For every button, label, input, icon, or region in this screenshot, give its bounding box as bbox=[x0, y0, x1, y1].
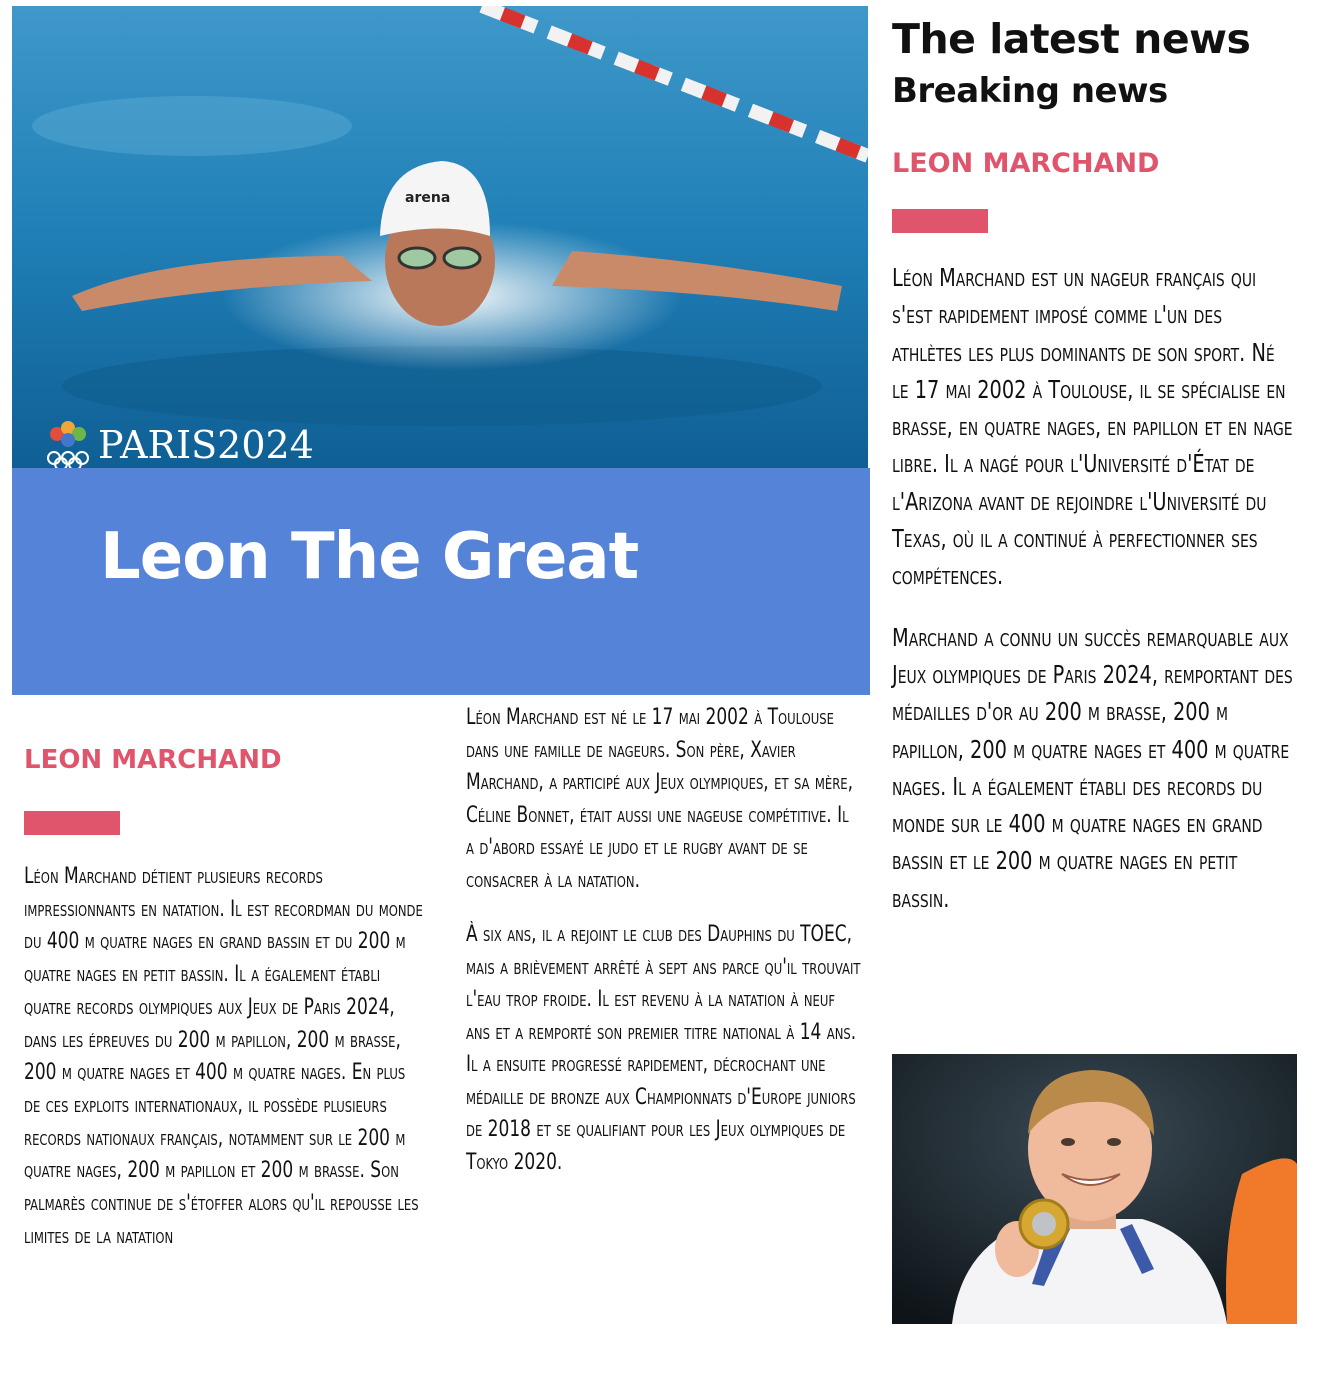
paris2024-logo-text: PARIS2024 bbox=[98, 423, 314, 467]
middle-column bbox=[466, 702, 861, 1179]
page-title: Leon The Great bbox=[100, 520, 639, 594]
left-column bbox=[24, 745, 424, 1253]
cap-text: arena bbox=[405, 190, 451, 206]
article-paragraph: Léon Marchand est un nageur français qui s'est rapidement imposé comme l'un des athlètes les plus dominants de son sport. Né le 17 mai 2002 à Toulouse, il se spécialise en brasse, en quatre nages, en papillon et en nage libre. Il a nagé pour l'Université d'État de l'Arizona avant de rejoindre l'Université du Texas, où il a continué à perfectionner ses compétences. bbox=[892, 263, 1293, 591]
news-heading: The latest news bbox=[892, 15, 1251, 63]
accent-bar bbox=[892, 209, 988, 233]
title-banner bbox=[12, 468, 870, 695]
article-paragraph: Léon Marchand est né le 17 mai 2002 à Toulouse dans une famille de nageurs. Son père, Xavier Marchand, a participé aux Jeux olympiques, et sa mère, Céline Bonnet, était aussi une nageuse compétitive. Il a d'abord essayé le judo et le rugby avant de se consacrer à la natation. bbox=[466, 705, 854, 893]
news-subheading: Breaking news bbox=[892, 71, 1168, 111]
hero-photo bbox=[12, 6, 868, 468]
section-label: LEON MARCHAND bbox=[24, 745, 282, 775]
news-sidebar bbox=[892, 14, 1297, 917]
article-paragraph: Léon Marchand détient plusieurs records impressionnants en natation. Il est recordman du monde du 400 m quatre nages en grand bassin et du 200 m quatre nages en petit bassin. Il a également établi quatre records olympiques aux Jeux de Paris 2024, dans les épreuves du 200 m papillon, 200 m brasse, 200 m quatre nages et 400 m quatre nages. En plus de ces exploits internationaux, il possède plusieurs records nationaux français, notamment sur le 200 m quatre nages, 200 m papillon et 200 m brasse. Son palmarès continue de s'étoffer alors qu'il repousse les limites de la natation bbox=[24, 864, 423, 1249]
section-label: LEON MARCHAND bbox=[892, 148, 1160, 179]
article-paragraph: À six ans, il a rejoint le club des Dauphins du TOEC, mais a brièvement arrêté à sept ans parce qu'il trouvait l'eau trop froide. Il est revenu à la natation à neuf ans et a remporté son premier titre national à 14 ans. Il a ensuite progressé rapidement, décrochant une médaille de bronze aux Championnats d'Europe juniors de 2018 et se qualifiant pour les Jeux olympiques de Tokyo 2020. bbox=[466, 922, 861, 1175]
accent-bar bbox=[24, 811, 120, 835]
portrait-photo bbox=[892, 1054, 1297, 1324]
article-paragraph: Marchand a connu un succès remarquable aux Jeux olympiques de Paris 2024, remportant des médailles d'or au 200 m brasse, 200 m papillon, 200 m quatre nages et 400 m quatre nages. Il a également établi des records du monde sur le 400 m quatre nages en grand bassin et le 200 m quatre nages en petit bassin. bbox=[892, 622, 1293, 913]
